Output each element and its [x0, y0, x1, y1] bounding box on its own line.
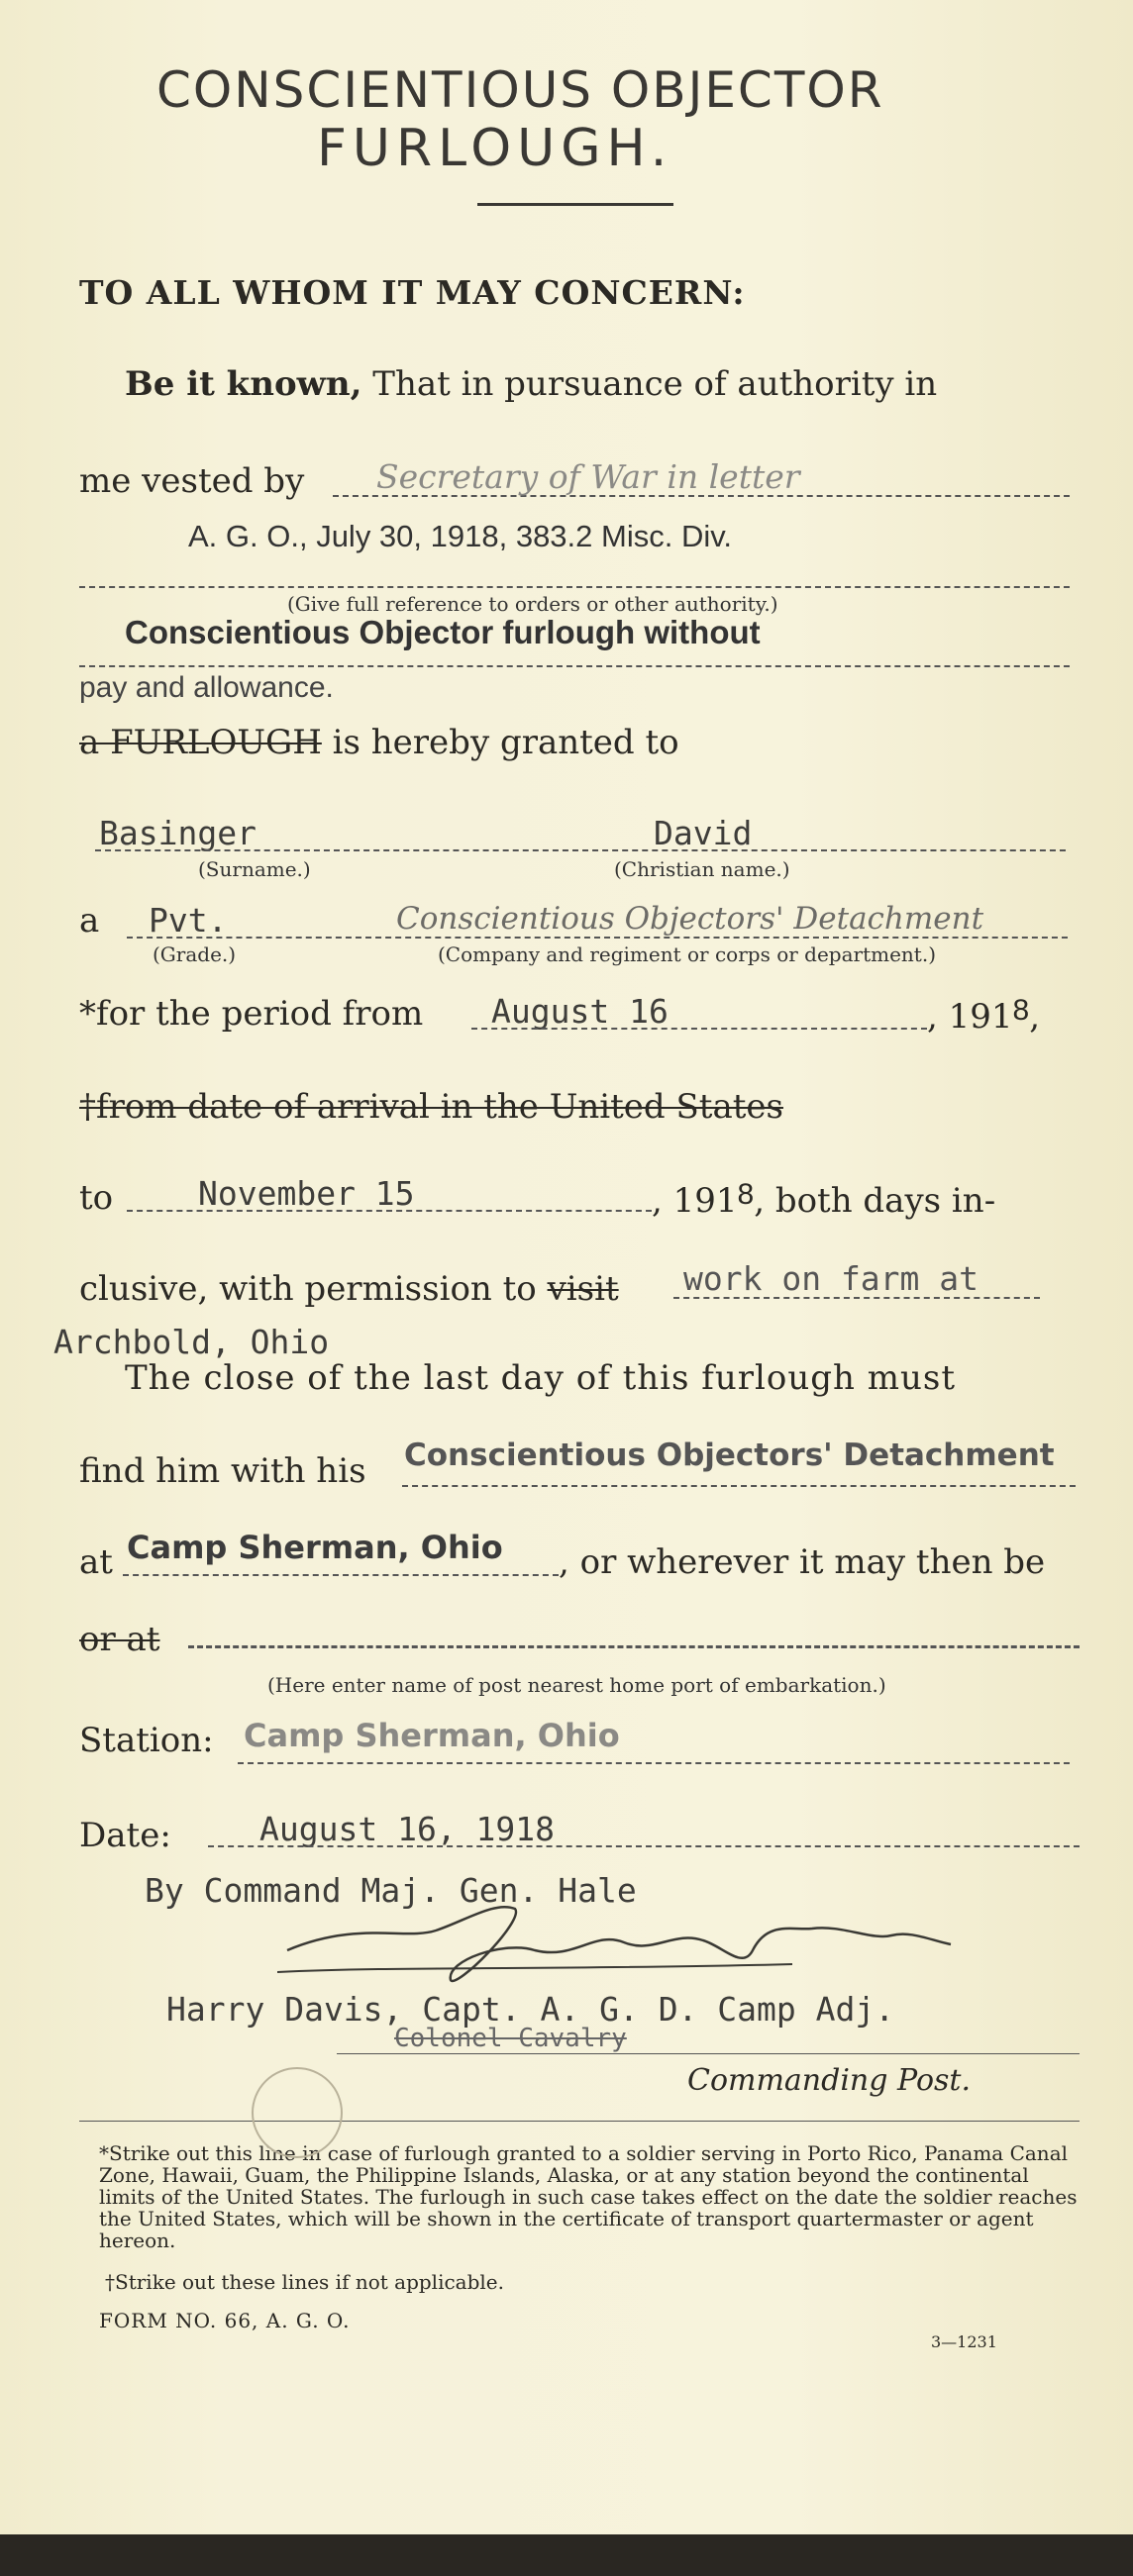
authority-typed: Secretary of War in letter: [376, 457, 800, 496]
footnote-rule: [79, 2121, 1080, 2122]
unit-stamp: Conscientious Objectors' Detachment: [404, 1437, 1055, 1473]
station-value-underline: [238, 1762, 1070, 1764]
to-year-prefix: , 191: [652, 1181, 738, 1221]
handwritten-signature: [277, 1881, 971, 2000]
granted-line: [79, 723, 679, 762]
authority-line2: A. G. O., July 30, 1918, 383.2 Misc. Div.: [188, 519, 733, 553]
port-hint: (Here enter name of post nearest home port of embarkation.): [267, 1673, 886, 1697]
punch-hole-mark: [252, 2067, 343, 2158]
station-value: Camp Sherman, Ohio: [244, 1717, 620, 1754]
surname-label: (Surname.): [198, 857, 311, 881]
commanding-post: Commanding Post.: [687, 2063, 971, 2098]
form-code: 3—1231: [931, 2332, 997, 2351]
name-underline: [95, 849, 1066, 851]
signer-line: Harry Davis, Capt. A. G. D. Camp Adj.: [166, 1990, 895, 2029]
to-year-suffix: , both days in-: [754, 1181, 996, 1221]
furlough-type-line2: pay and allowance.: [79, 671, 334, 704]
by-command-text: By Command Maj. Gen. Hale: [145, 1871, 637, 1910]
unit-underline: [402, 1485, 1076, 1487]
struck-furlough: a FURLOUGH: [79, 723, 322, 762]
find-him-text: find him with his: [79, 1451, 366, 1491]
form-number: FORM NO. 66, A. G. O.: [99, 2309, 351, 2332]
intro-rest: That in pursuance of authority in: [372, 364, 938, 404]
authority-hint: (Give full reference to orders or other authority.): [287, 592, 778, 616]
to-year: [652, 1178, 995, 1221]
struck-visit: visit: [547, 1269, 619, 1309]
close-of-furlough-text: The close of the last day of this furlough must: [125, 1358, 956, 1398]
salutation: TO ALL WHOM IT MAY CONCERN:: [79, 273, 746, 312]
granted-text: is hereby granted to: [332, 723, 679, 762]
struck-arrival-line: †from date of arrival in the United States: [79, 1087, 783, 1127]
document-title-line1: CONSCIENTIOUS OBJECTOR: [156, 61, 884, 119]
surname-value: Basinger: [99, 814, 257, 852]
inclusive-line: [79, 1269, 619, 1309]
title-divider: [477, 203, 673, 206]
date-underline: [208, 1845, 1080, 1847]
wherever-text: , or wherever it may then be: [559, 1542, 1046, 1582]
from-year-digit: 8: [1012, 994, 1030, 1027]
from-year-prefix: , 191: [927, 997, 1013, 1037]
struck-title: Colonel Cavalry: [394, 2024, 627, 2053]
signature-underline: [337, 2053, 1080, 2054]
authority-line2-underline: [79, 586, 1070, 588]
to-date-underline: [127, 1210, 652, 1212]
be-it-known: Be it known,: [125, 364, 362, 404]
a-prefix: a: [79, 901, 100, 941]
location-value: Archbold, Ohio: [53, 1323, 330, 1361]
permission-underline: [673, 1297, 1040, 1299]
from-date-underline: [471, 1028, 927, 1030]
intro-line: [125, 364, 937, 404]
from-year-suffix: ,: [1029, 997, 1041, 1037]
document-title-line2: FURLOUGH.: [317, 119, 673, 178]
furlough-type-underline: [79, 665, 1070, 667]
to-date-value: November 15: [198, 1174, 415, 1213]
footnote-strike-out: *Strike out this line in case of furlough granted to a soldier serving in Porto Rico, Panama Canal Zone, Hawaii, Guam, the Philippine Islands, Alaska, or at any station beyond the continental limits of the United States. The furlough in such case takes effect on the date the soldier reaches the United States, which will be shown in the certificate of transport quartermaster or agent hereon.: [99, 2141, 1078, 2252]
grade-value: Pvt.: [149, 901, 228, 940]
from-year: [927, 994, 1040, 1037]
station-label: Station:: [79, 1721, 214, 1760]
permission-value: work on farm at: [683, 1259, 979, 1298]
footnote-not-applicable: †Strike out these lines if not applicable.: [105, 2270, 504, 2294]
at-label: at: [79, 1542, 113, 1582]
date-label: Date:: [79, 1816, 171, 1855]
company-label: (Company and regiment or corps or department.): [438, 942, 936, 966]
from-date-value: August 16: [491, 992, 669, 1031]
to-label: to: [79, 1178, 114, 1218]
christian-name-label: (Christian name.): [614, 857, 790, 881]
struck-or-at: or at: [79, 1620, 160, 1659]
company-value: Conscientious Objectors' Detachment: [396, 901, 984, 937]
date-value: August 16, 1918: [259, 1810, 556, 1848]
port-underline: [188, 1645, 1080, 1648]
vested-by-label: me vested by: [79, 461, 305, 501]
grade-company-underline: [127, 937, 1068, 939]
grade-label: (Grade.): [153, 942, 237, 966]
station-stamp: Camp Sherman, Ohio: [127, 1529, 503, 1566]
station-underline: [123, 1574, 559, 1576]
inclusive-text: clusive, with permission to: [79, 1269, 537, 1309]
to-year-digit: 8: [737, 1178, 755, 1211]
christian-name-value: David: [654, 814, 753, 852]
period-from-label: *for the period from: [79, 994, 424, 1034]
furlough-type: Conscientious Objector furlough without: [125, 614, 761, 650]
